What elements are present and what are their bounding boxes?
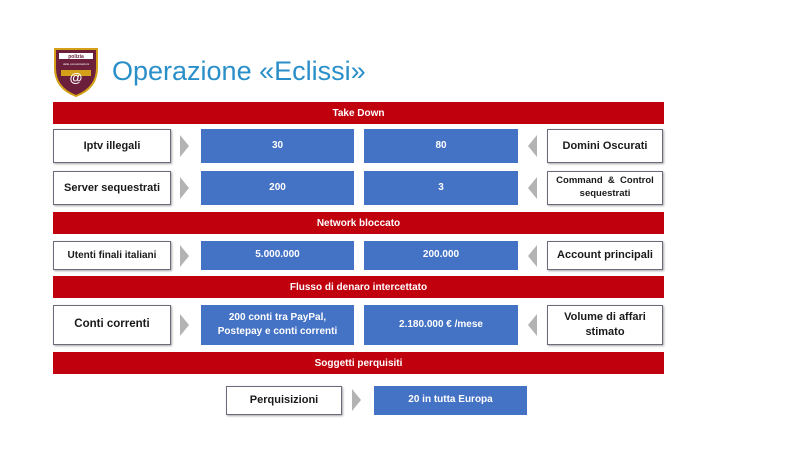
label-domini-oscurati: Domini Oscurati	[547, 129, 663, 163]
arrow-right-icon	[352, 389, 361, 411]
value-accounts-1	[201, 305, 354, 345]
polizia-logo	[52, 46, 100, 98]
arrow-left-icon	[528, 245, 537, 267]
label-server: Server sequestrati	[53, 171, 171, 205]
logo-top-text: polizia	[68, 54, 84, 60]
banner-take-down: Take Down	[53, 102, 664, 124]
label-account-principali: Account principali	[547, 241, 663, 270]
value-users-2: 200.000	[364, 241, 518, 270]
slide-title: Operazione «Eclissi»	[112, 56, 366, 86]
arrow-left-icon	[528, 314, 537, 336]
label-iptv: Iptv illegali	[53, 129, 171, 163]
label-utenti: Utenti finali italiani	[53, 241, 171, 270]
value-accounts-1-line2: Postepay e conti correnti	[217, 326, 338, 337]
label-perquisizioni: Perquisizioni	[226, 386, 342, 415]
arrow-left-icon	[528, 135, 537, 157]
banner-network: Network bloccato	[53, 212, 664, 234]
logo-sub-text: delle comunicazioni	[62, 62, 90, 66]
value-iptv-2: 80	[364, 129, 518, 163]
banner-money: Flusso di denaro intercettato	[53, 276, 664, 298]
arrow-right-icon	[180, 177, 189, 199]
logo-at-symbol: @	[69, 70, 83, 85]
value-server-1: 200	[201, 171, 354, 205]
label-volume-affari-line2: stimato	[585, 326, 625, 338]
value-users-1: 5.000.000	[201, 241, 354, 270]
label-command-control-line2: sequestrati	[579, 188, 631, 199]
arrow-right-icon	[180, 245, 189, 267]
label-volume-affari-line1: Volume di affari	[564, 311, 646, 324]
label-conti-correnti: Conti correnti	[53, 305, 171, 345]
arrow-right-icon	[180, 135, 189, 157]
value-accounts-1-line1: 200 conti tra PayPal,	[228, 311, 327, 323]
arrow-right-icon	[180, 314, 189, 336]
label-command-control	[547, 171, 663, 205]
value-server-2: 3	[364, 171, 518, 205]
banner-searched: Soggetti perquisiti	[53, 352, 664, 374]
label-command-control-line1: Command & Control	[556, 175, 654, 187]
value-iptv-1: 30	[201, 129, 354, 163]
value-accounts-2: 2.180.000 € /mese	[364, 305, 518, 345]
arrow-left-icon	[528, 177, 537, 199]
value-search: 20 in tutta Europa	[374, 386, 527, 415]
label-volume-affari	[547, 305, 663, 345]
